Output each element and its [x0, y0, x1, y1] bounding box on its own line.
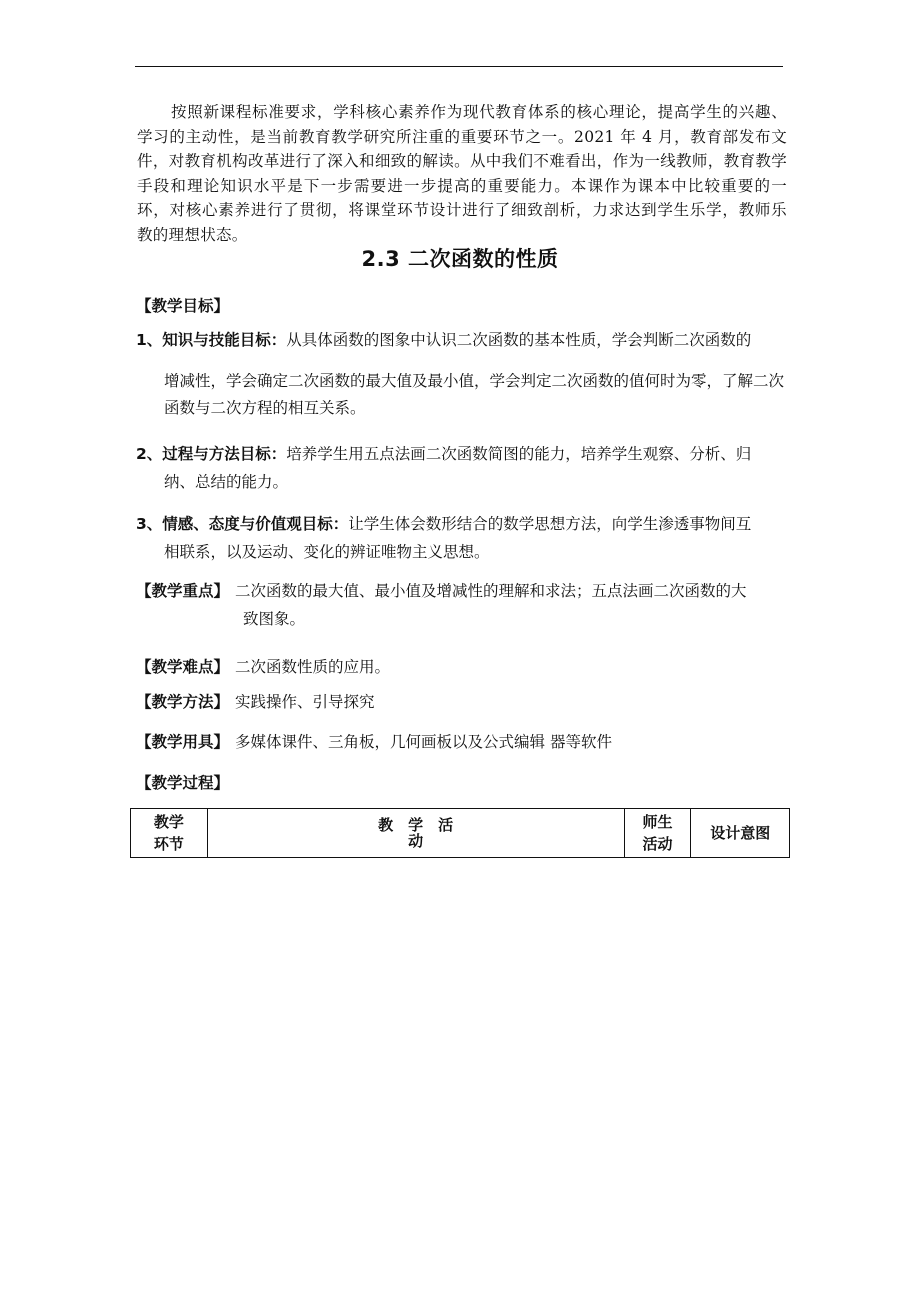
section-teaching-goals [136, 296, 229, 316]
goal-emotion-attitude [136, 514, 796, 562]
goal-first-line [136, 444, 796, 464]
goal-head: 2、过程与方法目标： [136, 445, 287, 463]
goal-head: 1、知识与技能目标： [136, 331, 287, 349]
goal-first-text: 从具体函数的图象中认识二次函数的基本性质，学会判断二次函数的 [286, 331, 752, 349]
tools-value: 多媒体课件、三角板，几何画板以及公式编辑 器等软件 [235, 733, 612, 751]
key-point-continuation: 致图象。 [243, 610, 306, 628]
teaching-method [136, 688, 375, 716]
header-cell-design-intent: 设计意图 [691, 809, 790, 858]
header-cell-line: 环节 [153, 835, 184, 853]
teaching-process [136, 769, 229, 797]
section-teaching-goals-label: 【教学目标】 [136, 297, 230, 315]
goal-rest-text: 增减性，学会确定二次函数的最大值及最小值，学会判定二次函数的值何时为零，了解二次函数与二次方程的相互关系。 [164, 372, 785, 417]
page-title: 2.3 二次函数的性质 [361, 247, 559, 271]
intro-paragraph: 按照新课程标准要求，学科核心素养作为现代教育体系的核心理论，提高学生的兴趣、学习的主动性，是当前教育教学研究所注重的重要环节之一。2021 年 4 月，教育部发布文件，对教育机构改革进行了深入和细致的解读。从中我们不难看出，作为一线教师，教育教学手段和理论知识水平是下一步需要进一步提高的重要能力。本课作为课本中比较重要的一 环，对核心素养进行了贯彻，将课堂环节设计进行了细致剖析，力求达到学生乐学，教师乐 教的理想状态。 [137, 103, 787, 244]
header-cell-line: 活动 [642, 835, 673, 853]
table-header-row [131, 809, 790, 858]
difficulty-label: 【教学难点】 [136, 658, 230, 676]
goal-first-text: 培养学生用五点法画二次函数简图的能力，培养学生观察、分析、归 [286, 445, 752, 463]
tools-label: 【教学用具】 [136, 733, 230, 751]
header-cell-activity [207, 809, 624, 858]
goal-first-line [136, 330, 796, 350]
teaching-process-table [130, 808, 790, 858]
header-rule [135, 66, 783, 67]
goal-rest-text: 纳、总结的能力。 [164, 473, 289, 491]
teaching-key-point [136, 577, 747, 605]
header-cell-stage [131, 809, 208, 858]
process-label: 【教学过程】 [136, 774, 230, 792]
header-cell-line: 动 [408, 832, 424, 850]
header-cell-line: 教学 [153, 813, 184, 831]
header-cell-line: 教 学 活 [378, 816, 454, 834]
header-cell-teacher-student [624, 809, 691, 858]
goal-head: 3、情感、态度与价值观目标： [136, 515, 349, 533]
teaching-tools [136, 728, 612, 756]
goal-process-method [136, 444, 796, 492]
method-label: 【教学方法】 [136, 693, 230, 711]
goal-rest-text: 相联系，以及运动、变化的辨证唯物主义思想。 [164, 543, 490, 561]
key-point-label: 【教学重点】 [136, 582, 230, 600]
goal-knowledge-skill [136, 330, 796, 422]
teaching-difficulty [136, 653, 390, 681]
method-value: 实践操作、引导探究 [235, 693, 375, 711]
key-point-value: 二次函数的最大值、最小值及增减性的理解和求法；五点法画二次函数的大 [235, 582, 747, 600]
goal-first-line [136, 514, 796, 534]
difficulty-value: 二次函数性质的应用。 [235, 658, 391, 676]
header-cell-line: 师生 [642, 813, 673, 831]
goal-first-text: 让学生体会数形结合的数学思想方法，向学生渗透事物间互 [348, 515, 752, 533]
